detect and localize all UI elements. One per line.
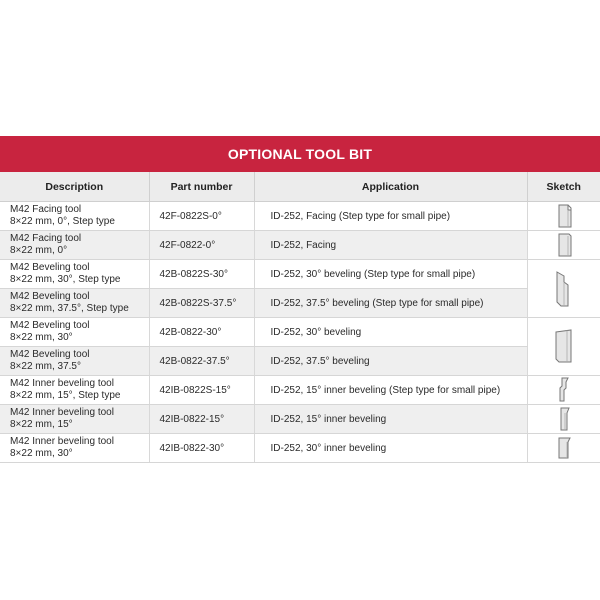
part-number-cell: 42IB-0822-15° bbox=[149, 405, 254, 434]
step-facing-tool-icon bbox=[553, 202, 575, 230]
facing-tool-icon bbox=[553, 231, 575, 259]
description-cell bbox=[0, 347, 149, 376]
table-row bbox=[0, 318, 600, 347]
tool-bit-table-container bbox=[0, 136, 600, 463]
part-number-cell: 42B-0822-30° bbox=[149, 318, 254, 347]
description-line-1: M42 Beveling tool bbox=[10, 320, 90, 331]
header-sketch: Sketch bbox=[527, 172, 600, 202]
application-cell: ID-252, 30° beveling (Step type for small pipe) bbox=[254, 260, 527, 289]
table-row bbox=[0, 231, 600, 260]
table-row bbox=[0, 202, 600, 231]
application-cell: ID-252, 37.5° beveling (Step type for small pipe) bbox=[254, 289, 527, 318]
header-part-number: Part number bbox=[149, 172, 254, 202]
description-cell bbox=[0, 318, 149, 347]
part-number-cell: 42B-0822S-30° bbox=[149, 260, 254, 289]
description-line-1: M42 Facing tool bbox=[10, 233, 82, 244]
beveling-tool-icon bbox=[551, 326, 577, 368]
part-number-cell: 42IB-0822S-15° bbox=[149, 376, 254, 405]
description-line-1: M42 Beveling tool bbox=[10, 291, 90, 302]
description-cell bbox=[0, 434, 149, 463]
description-line-2: 8×22 mm, 30° bbox=[10, 332, 73, 343]
description-line-2: 8×22 mm, 0° bbox=[10, 245, 68, 256]
table-row bbox=[0, 405, 600, 434]
description-cell bbox=[0, 260, 149, 289]
table-title: OPTIONAL TOOL BIT bbox=[0, 136, 600, 172]
inner-beveling-30-tool-icon bbox=[553, 434, 575, 462]
description-line-2: 8×22 mm, 0°, Step type bbox=[10, 216, 115, 227]
table-row bbox=[0, 260, 600, 289]
application-cell: ID-252, 30° inner beveling bbox=[254, 434, 527, 463]
description-line-2: 8×22 mm, 37.5° bbox=[10, 361, 81, 372]
application-cell: ID-252, Facing bbox=[254, 231, 527, 260]
sketch-cell bbox=[527, 405, 600, 434]
sketch-cell bbox=[527, 202, 600, 231]
part-number-cell: 42IB-0822-30° bbox=[149, 434, 254, 463]
part-number-cell: 42F-0822-0° bbox=[149, 231, 254, 260]
description-line-1: M42 Beveling tool bbox=[10, 262, 90, 273]
description-line-2: 8×22 mm, 37.5°, Step type bbox=[10, 303, 129, 314]
part-number-cell: 42B-0822S-37.5° bbox=[149, 289, 254, 318]
application-cell: ID-252, 37.5° beveling bbox=[254, 347, 527, 376]
step-beveling-tool-icon bbox=[552, 268, 576, 310]
sketch-cell bbox=[527, 376, 600, 405]
sketch-cell bbox=[527, 231, 600, 260]
description-line-1: M42 Beveling tool bbox=[10, 349, 90, 360]
inner-beveling-step-tool-icon bbox=[553, 376, 575, 404]
description-line-1: M42 Inner beveling tool bbox=[10, 436, 114, 447]
tool-bit-table bbox=[0, 172, 600, 463]
sketch-cell bbox=[527, 434, 600, 463]
application-cell: ID-252, 15° inner beveling bbox=[254, 405, 527, 434]
description-line-2: 8×22 mm, 30°, Step type bbox=[10, 274, 121, 285]
table-row bbox=[0, 376, 600, 405]
description-cell bbox=[0, 202, 149, 231]
header-description: Description bbox=[0, 172, 149, 202]
description-line-2: 8×22 mm, 15°, Step type bbox=[10, 390, 121, 401]
sketch-cell bbox=[527, 260, 600, 318]
description-line-1: M42 Inner beveling tool bbox=[10, 378, 114, 389]
description-line-1: M42 Facing tool bbox=[10, 204, 82, 215]
table-row bbox=[0, 347, 600, 376]
application-cell: ID-252, 15° inner beveling (Step type for small pipe) bbox=[254, 376, 527, 405]
application-cell: ID-252, 30° beveling bbox=[254, 318, 527, 347]
description-line-1: M42 Inner beveling tool bbox=[10, 407, 114, 418]
table-row bbox=[0, 434, 600, 463]
table-row bbox=[0, 289, 600, 318]
description-cell bbox=[0, 231, 149, 260]
part-number-cell: 42F-0822S-0° bbox=[149, 202, 254, 231]
description-cell bbox=[0, 405, 149, 434]
header-row bbox=[0, 172, 600, 202]
application-cell: ID-252, Facing (Step type for small pipe) bbox=[254, 202, 527, 231]
description-cell bbox=[0, 376, 149, 405]
part-number-cell: 42B-0822-37.5° bbox=[149, 347, 254, 376]
inner-beveling-tool-icon bbox=[553, 405, 575, 433]
description-line-2: 8×22 mm, 15° bbox=[10, 419, 73, 430]
description-line-2: 8×22 mm, 30° bbox=[10, 448, 73, 459]
description-cell bbox=[0, 289, 149, 318]
header-application: Application bbox=[254, 172, 527, 202]
sketch-cell bbox=[527, 318, 600, 376]
